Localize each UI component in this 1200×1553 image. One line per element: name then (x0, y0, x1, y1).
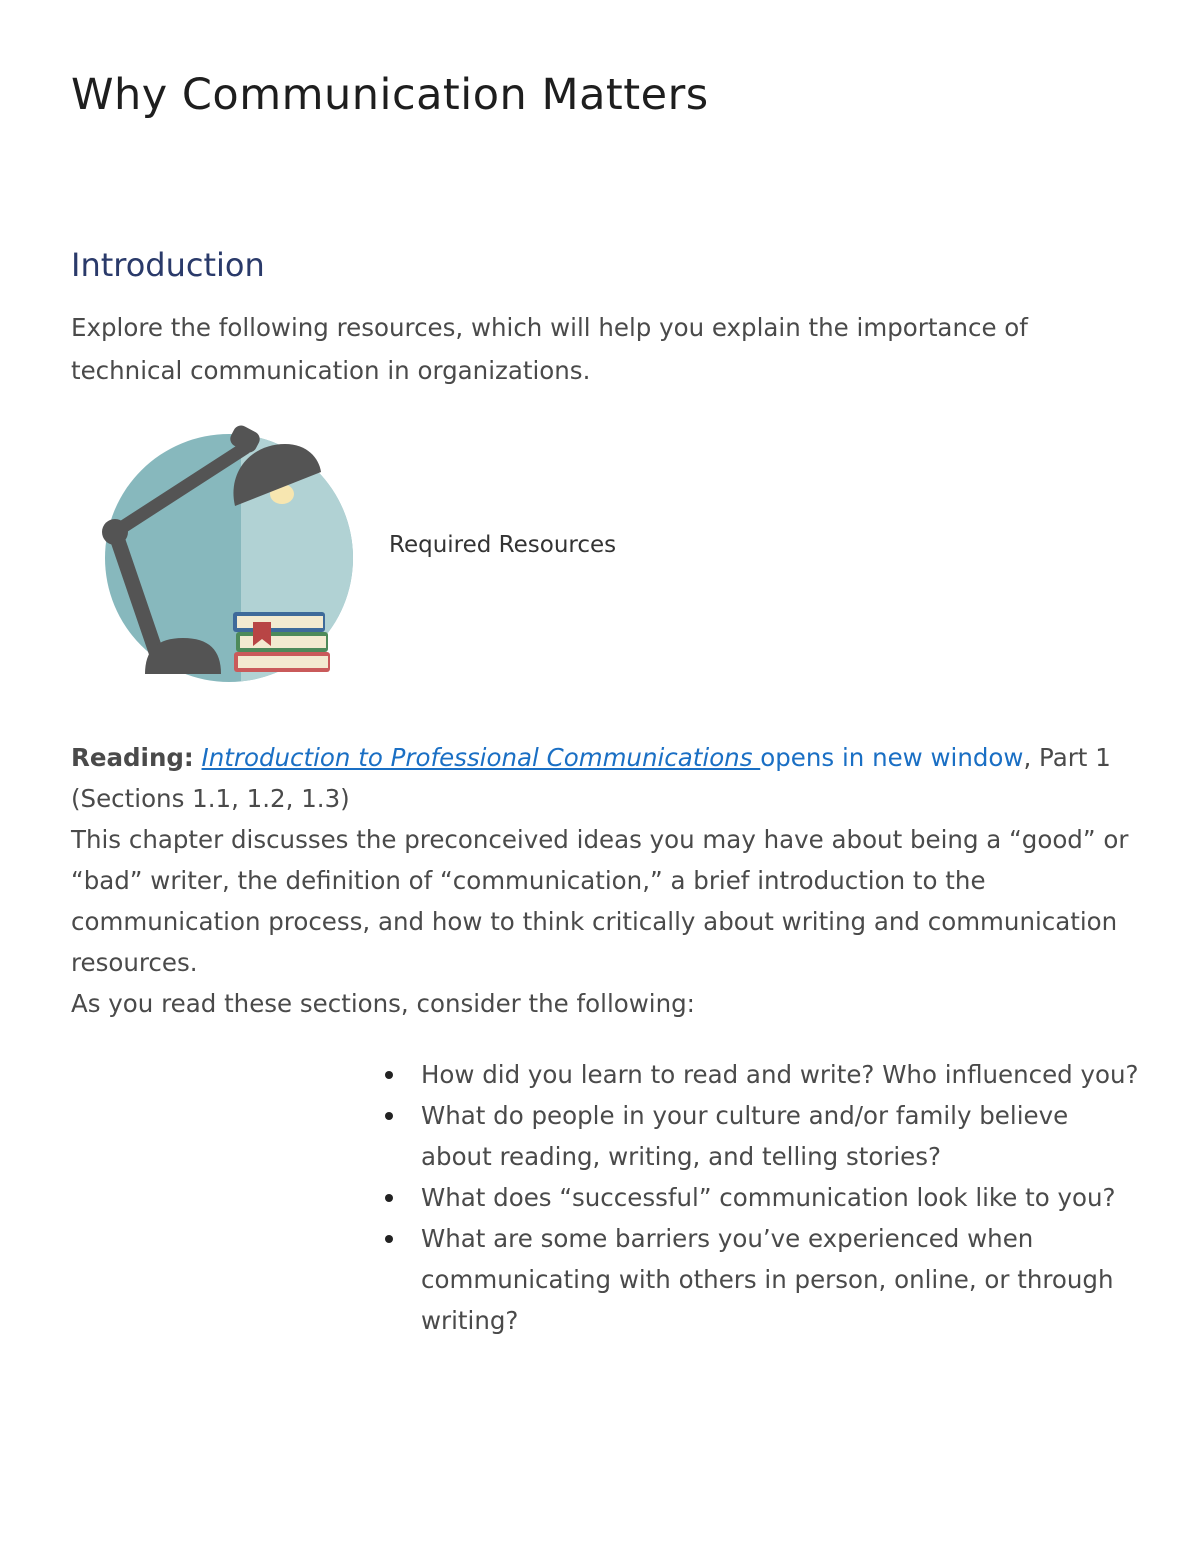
desk-lamp-with-books-icon (95, 420, 365, 690)
introduction-heading: Introduction (71, 246, 265, 284)
page-title: Why Communication Matters (71, 70, 709, 120)
list-item: What are some barriers you’ve experienced when communicating with others in person, online, or through writing? (385, 1218, 1145, 1341)
reading-label: Reading: (71, 743, 194, 772)
required-resources-label: Required Resources (389, 532, 617, 558)
reading-section (71, 737, 1141, 1024)
list-item: What does “successful” communication look like to you? (385, 1177, 1145, 1218)
opens-new-window-text[interactable]: opens in new window (760, 743, 1024, 772)
introduction-text: Explore the following resources, which will help you explain the importance of technical communication in organizations. (71, 313, 1028, 385)
list-item: What do people in your culture and/or family believe about reading, writing, and telling stories? (385, 1095, 1145, 1177)
reading-description: This chapter discusses the preconceived ideas you may have about being a “good” or “bad” writer, the definition of “communication,” a brief introduction to the communication process, and how to think critically about writing and communication resources. (71, 825, 1129, 977)
list-item: How did you learn to read and write? Who influenced you? (385, 1054, 1145, 1095)
reading-link[interactable]: Introduction to Professional Communications (201, 743, 761, 772)
reading-part-text: , Part 1 (Sections 1.1, 1.2, 1.3) (71, 743, 1111, 813)
question-list (385, 1054, 1145, 1341)
reading-prompt: As you read these sections, consider the following: (71, 989, 695, 1018)
reading-citation (71, 737, 1141, 819)
